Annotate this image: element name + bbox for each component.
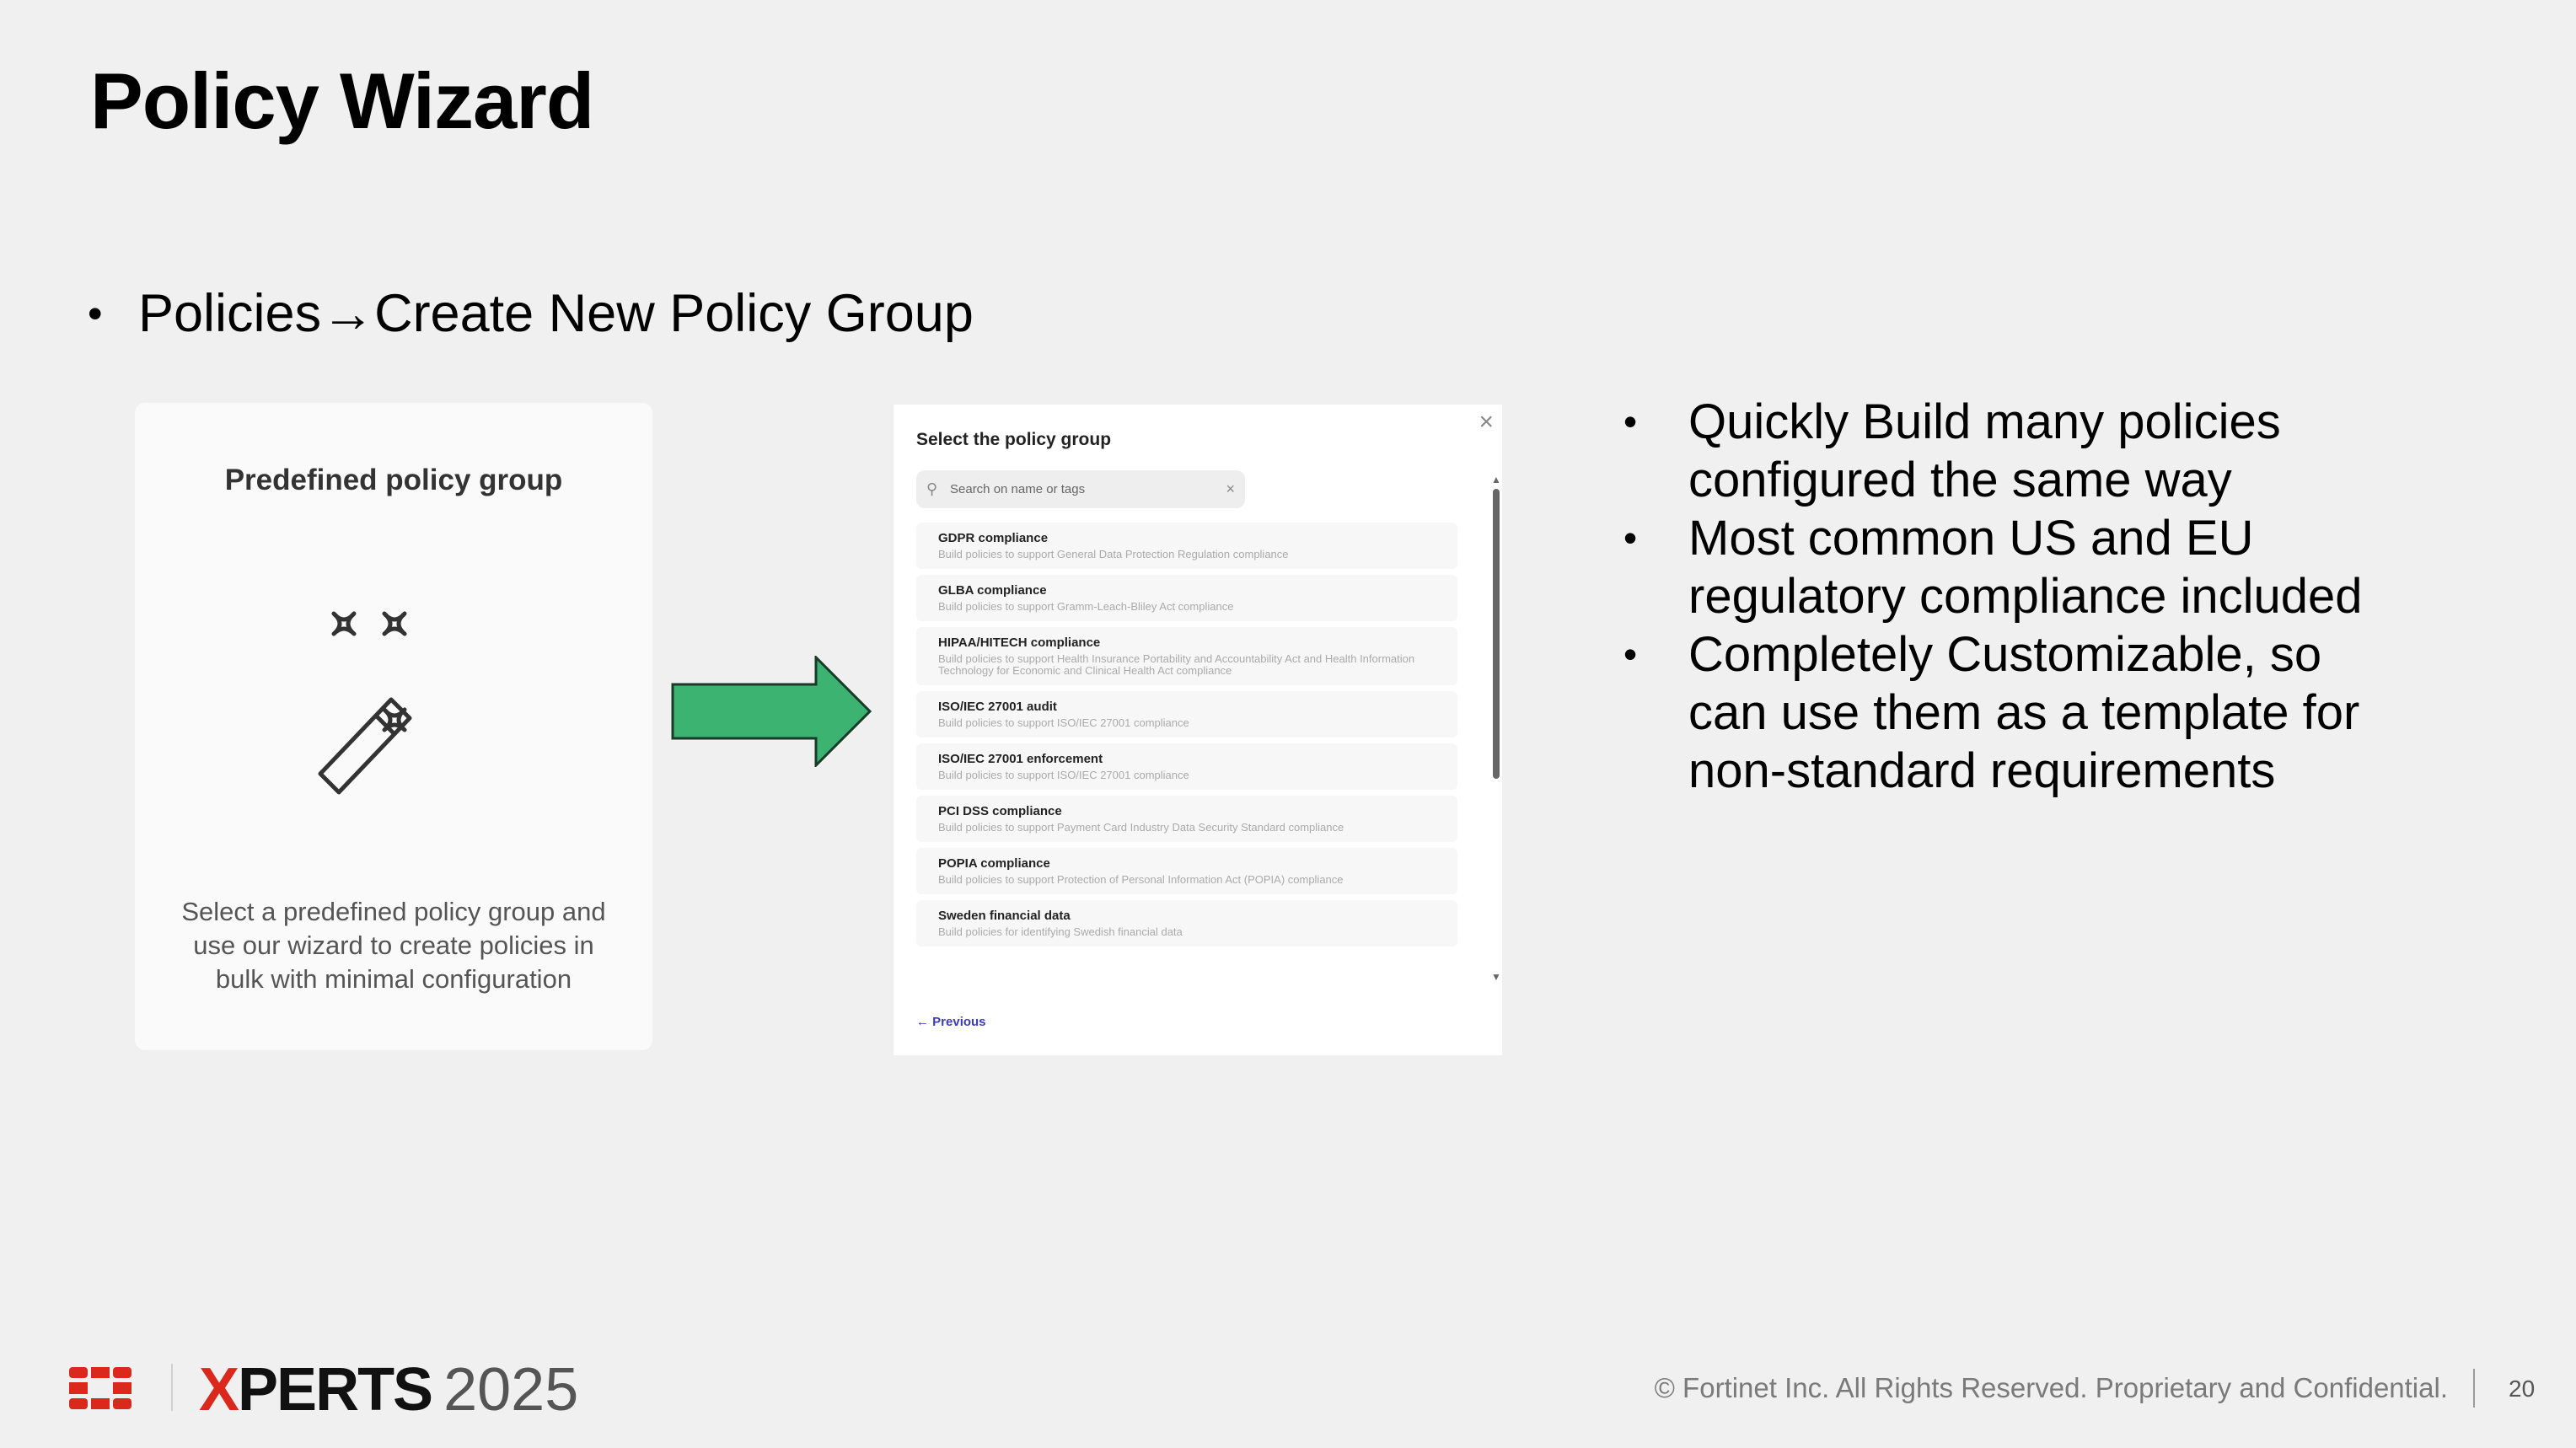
policy-group-list [916, 523, 1457, 971]
item-name: HIPAA/HITECH compliance [938, 636, 1101, 650]
scroll-up-icon[interactable]: ▲ [1491, 474, 1501, 485]
bullet-dot: • [88, 290, 103, 337]
list-item[interactable] [916, 523, 1457, 569]
predefined-policy-group-card[interactable] [135, 403, 652, 1050]
bullet-dot: • [1623, 632, 1638, 676]
bullet-dot: • [1623, 516, 1638, 560]
top-bullet [88, 283, 974, 344]
list-item[interactable] [916, 848, 1457, 894]
brand-x: X [199, 1356, 239, 1424]
item-name: PCI DSS compliance [938, 804, 1062, 818]
item-description: Build policies to support Payment Card Industry Data Security Standard compliance [938, 821, 1344, 834]
card-title: Predefined policy group [224, 464, 563, 496]
feature-bullet [1623, 509, 2382, 625]
item-description: Build policies to support General Data Protection Regulation compliance [938, 548, 1289, 560]
brand-name: PERTS [238, 1356, 432, 1424]
page-number: 20 [2509, 1376, 2536, 1402]
item-name: ISO/IEC 27001 enforcement [938, 752, 1103, 766]
feature-bullet [1623, 625, 2382, 800]
slide-title: Policy Wizard [90, 56, 594, 145]
brand-year: 2025 [443, 1356, 579, 1424]
list-item[interactable] [916, 627, 1457, 685]
feature-bullet-text: Most common US and EU regulatory compliance included [1688, 511, 2363, 624]
item-description: Build policies to support ISO/IEC 27001 compliance [938, 716, 1189, 729]
xperts-brand [199, 1355, 578, 1424]
feature-bullet-text: Quickly Build many policies configured the same way [1688, 394, 2281, 507]
item-name: GLBA compliance [938, 583, 1047, 598]
item-description: Build policies to support ISO/IEC 27001 compliance [938, 769, 1189, 781]
top-bullet-text: Policies→Create New Policy Group [138, 284, 974, 343]
scroll-down-icon[interactable]: ▼ [1491, 971, 1501, 983]
item-name: ISO/IEC 27001 audit [938, 700, 1057, 714]
feature-bullet [1623, 393, 2382, 509]
previous-button[interactable]: ← Previous [916, 1015, 986, 1029]
policy-group-dialog [894, 405, 1502, 1055]
right-arrow-icon [671, 656, 873, 767]
scrollbar[interactable] [1493, 489, 1500, 779]
magic-wand-icon [315, 605, 484, 807]
bullet-dot: • [1623, 400, 1638, 443]
footer-divider [171, 1364, 173, 1411]
item-description: Build policies for identifying Swedish financial data [938, 925, 1183, 938]
item-name: Sweden financial data [938, 909, 1071, 923]
search-input[interactable] [916, 470, 1245, 508]
feature-bullets [1623, 393, 2382, 800]
page-number-divider [2473, 1369, 2475, 1408]
search-placeholder: Search on name or tags [950, 482, 1086, 496]
item-description: Build policies to support Protection of Personal Information Act (POPIA) compliance [938, 873, 1344, 886]
list-item[interactable] [916, 743, 1457, 790]
item-name: POPIA compliance [938, 856, 1050, 871]
list-item[interactable] [916, 575, 1457, 621]
fortinet-logo-icon [69, 1367, 131, 1409]
card-description: Select a predefined policy group and use our wizard to create policies in bulk with minimal configuration [181, 897, 606, 994]
item-description: Build policies to support Health Insurance Portability and Accountability Act and Health Information Technology for Economic and Clinical Health Act compliance [938, 652, 1415, 677]
dialog-title: Select the policy group [916, 430, 1112, 449]
close-icon[interactable]: × [1479, 408, 1494, 436]
search-icon: ⚲ [926, 480, 938, 497]
feature-bullet-text: Completely Customizable, so can use them as a template for non-standard requirements [1688, 627, 2360, 798]
item-name: GDPR compliance [938, 531, 1049, 545]
list-item[interactable] [916, 796, 1457, 842]
copyright-notice: © Fortinet Inc. All Rights Reserved. Proprietary and Confidential. [1654, 1372, 2448, 1403]
list-item[interactable] [916, 691, 1457, 737]
clear-search-icon[interactable]: × [1226, 480, 1235, 497]
item-description: Build policies to support Gramm-Leach-Bliley Act compliance [938, 600, 1234, 613]
list-item[interactable] [916, 900, 1457, 947]
